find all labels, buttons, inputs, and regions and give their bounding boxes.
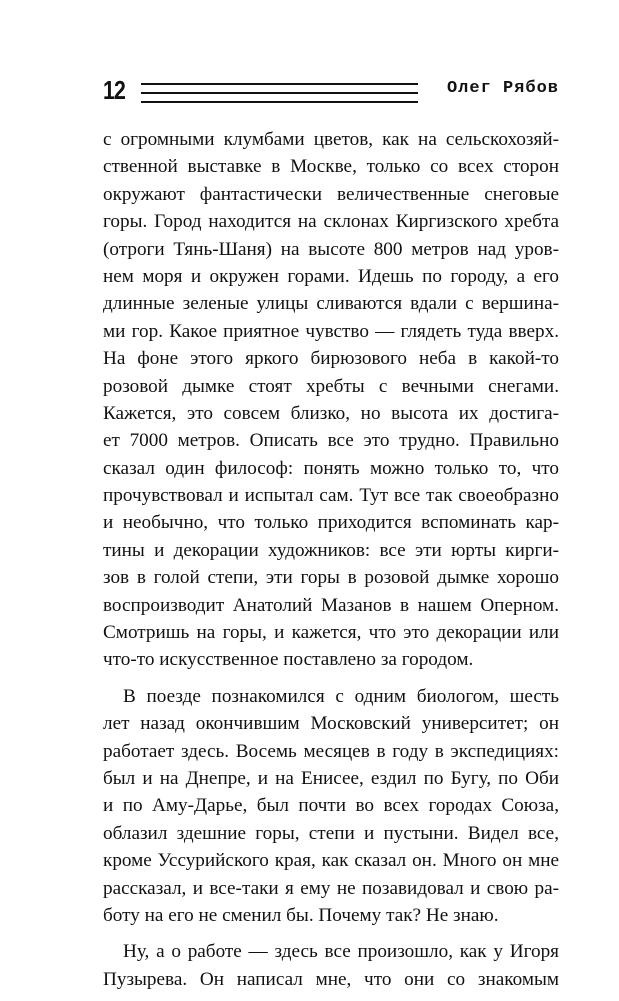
text-line: лет назад окончившим Московский университет; он [103,713,559,735]
header-rules [141,82,418,104]
header-rule-line [141,101,418,103]
running-title: Олег Рябов [446,79,559,98]
text-line: с огромными клумбами цветов, как на сельскохозяй- [103,129,559,150]
paragraph [103,683,559,930]
text-line: Ну, а о работе — здесь все произошло, как у Игоря [123,941,559,963]
text-line: облазил здешние горы, степи и пустыни. Видел все, [103,822,559,844]
text-line: сказал один философ: понять можно только то, что [103,457,559,479]
text-line: Пузырева. Он написал мне, что они со знакомым [103,968,559,990]
text-line: На фоне этого яркого бирюзового неба в какой-то [103,348,559,370]
text-line: тины и декорации художников: все эти юрты кирги- [103,539,559,561]
text-line: кроме Уссурийского края, как сказал он. Много он мне [103,850,559,872]
text-line: ственной выставке в Москве, только со всех сторон [103,156,559,178]
text-line: Кажется, это совсем близко, но высота их достига- [103,402,559,424]
text-line: розовой дымке стоят хребты с вечными снегами. [103,375,559,397]
header-rule-line [141,92,418,94]
text-line: рассказал, и все-таки я ему не позавидовал и свою ра- [103,877,559,899]
paragraph-gap [103,674,559,683]
text-line: и по Аму-Дарье, был почти во всех городах Союза, [103,795,559,817]
page-number: 12 [103,75,126,105]
paragraph-gap [103,929,559,938]
text-line: окружают фантастически величественные снеговые [103,183,559,205]
text-line: и необычно, что только приходится вспоминать кар- [103,512,559,534]
paragraph [103,938,559,993]
body-text [103,126,559,993]
paragraph [103,126,559,674]
text-line: зов в голой степи, эти горы в розовой дымке хорошо [103,567,559,589]
text-line: (отроги Тянь-Шаня) на высоте 800 метров над уров- [103,238,559,260]
text-line: воспроизводит Анатолий Мазанов в нашем Оперном. [103,594,559,616]
text-line: нем моря и окружен горами. Идешь по городу, а его [103,265,559,287]
text-line: боту на его не сменил бы. Почему так? Не знаю. [103,904,499,926]
text-line: длинные зеленые улицы сливаются вдали с вершина- [103,293,559,315]
text-line: горы. Город находится на склонах Киргизского хребта [103,211,559,233]
text-line: Смотришь на горы, и кажется, что это декорации или [103,622,559,644]
text-line: работает здесь. Восемь месяцев в году в экспедициях: [103,740,559,762]
text-line: что-то искусственное поставлено за городом. [103,649,474,671]
text-line: был и на Днепре, и на Енисее, ездил по Бугу, по Оби [103,767,559,789]
header-rule-line [141,83,418,85]
page-header [103,71,559,111]
text-line: ет 7000 метров. Описать все это трудно. Правильно [103,430,559,452]
text-line: прочувствовал и испытал сам. Тут все так своеобразно [103,485,559,507]
text-line: ми гор. Какое приятное чувство — глядеть туда вверх. [103,320,559,342]
text-line: В поезде познакомился с одним биологом, шесть [123,685,559,707]
